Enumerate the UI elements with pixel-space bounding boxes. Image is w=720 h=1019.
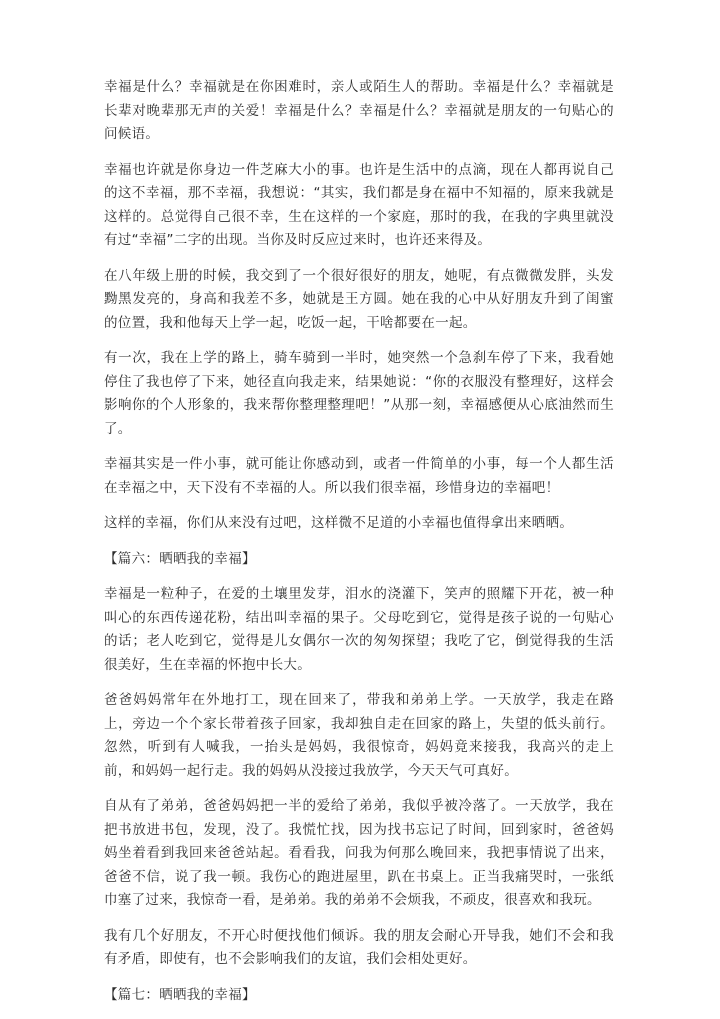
paragraph: 这样的幸福，你们从来没有过吧，这样微不足道的小幸福也值得拿出来晒晒。 xyxy=(104,515,574,531)
paragraph: 爸爸妈妈常年在外地打工，现在回来了，带我和弟弟上学。一天放学，我走在路上，旁边一个个家长带着孩子回家，我却独自走在回家的路上，失望的低头前行。忽然，听到有人喊我，一抬头是妈妈，我很惊奇，妈妈竟来接我，我高兴的走上前，和妈妈一起行走。我的妈妈从没接过我放学，今天天气可真好。 xyxy=(104,692,614,779)
paragraph: 我有几个好朋友，不开心时便找他们倾诉。我的朋友会耐心开导我，她们不会和我有矛盾，即使有，也不会影响我们的友谊，我们会相处更好。 xyxy=(104,927,614,967)
paragraph: 幸福其实是一件小事，就可能让你感动到，或者一件简单的小事，每一个人都生活在幸福之中，天下没有不幸福的人。所以我们很幸福，珍惜身边的幸福吧！ xyxy=(104,456,614,496)
paragraph: 在八年级上册的时候，我交到了一个很好很好的朋友，她呢，有点微微发胖，头发黝黑发亮的，身高和我差不多，她就是王方圆。她在我的心中从好朋友升到了闺蜜的位置，我和他每天上学一起，吃饭一起，干啥都要在一起。 xyxy=(104,267,614,331)
paragraph: 幸福是一粒种子，在爱的土壤里发芽，泪水的浇灌下，笑声的照耀下开花，被一种叫心的东西传递花粉，结出叫幸福的果子。父母吃到它，觉得是孩子说的一句贴心的话；老人吃到它，觉得是儿女偶尔一次的匆匆探望；我吃了它，倒觉得我的生活很美好，生在幸福的怀抱中长大。 xyxy=(104,586,614,673)
section-heading-6: 【篇六：晒晒我的幸福】 xyxy=(104,550,256,567)
paragraph: 自从有了弟弟，爸爸妈妈把一半的爱给了弟弟，我似乎被冷落了。一天放学，我在把书放进书包，发现，没了。我慌忙找，因为找书忘记了时间，回到家时，爸爸妈妈坐着看到我回来爸爸站起。看看我，问我为何那么晚回来，我把事情说了出来，爸爸不信，说了我一顿。我伤心的跑进屋里，趴在书桌上。正当我痛哭时，一张纸巾塞了过来，我惊奇一看，是弟弟。我的弟弟不会烦我，不顽皮，很喜欢和我玩。 xyxy=(104,798,614,908)
paragraph: 有一次，我在上学的路上，骑车骑到一半时，她突然一个急刹车停了下来，我看她停住了我也停了下来，她径直向我走来，结果她说：“你的衣服没有整理好，这样会影响你的个人形象的，我来帮你整理整理吧！”从那一刻，幸福感便从心底油然而生了。 xyxy=(104,350,614,437)
paragraph: 幸福也许就是你身边一件芝麻大小的事。也许是生活中的点滴，现在人都再说自己的这不幸福，那不幸福，我想说：“其实，我们都是身在福中不知福的，原来我就是这样的。总觉得自己很不幸，生在这样的一个家庭，那时的我，在我的字典里就没有过“幸福”二字的出现。当你及时反应过来时，也许还来得及。 xyxy=(104,161,614,248)
paragraph: 幸福是什么？幸福就是在你困难时，亲人或陌生人的帮助。幸福是什么？幸福就是长辈对晚辈那无声的关爱！幸福是什么？幸福是什么？幸福就是朋友的一句贴心的问候语。 xyxy=(104,79,614,142)
section-heading-7: 【篇七：晒晒我的幸福】 xyxy=(104,986,256,1003)
document-page xyxy=(104,76,614,1019)
